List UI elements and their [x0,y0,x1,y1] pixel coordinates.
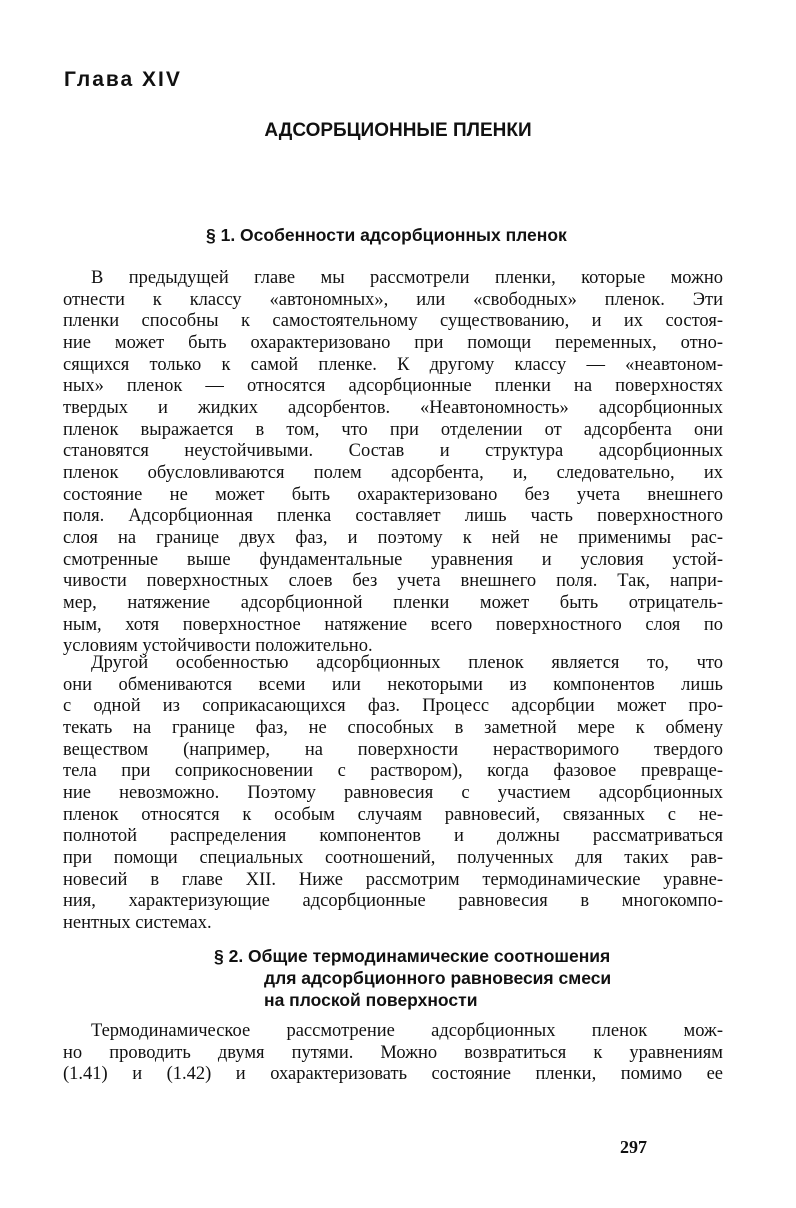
text-line: нентных системах. [63,912,212,933]
text-line: ния, характеризующие адсорбционные равновесия в многокомпо- [63,891,723,912]
text-line: В предыдущей главе мы рассмотрели пленки, которые можно [91,268,723,288]
text-line: полнотой распределения компонентов и должны рассматриваться [63,826,723,847]
text-line: сящихся только к самой пленке. К другому классу — «неавтоном- [63,354,723,375]
text-line: (1.41) и (1.42) и охарактеризовать состояние пленки, помимо ее [63,1064,723,1085]
section-2-heading-line: для адсорбционного равновесия смеси [264,968,612,988]
text-line: отнести к классу «автономных», или «свободных» пленок. Эти [63,289,723,310]
text-line: Термодинамическое рассмотрение адсорбционных пленок мож- [91,1021,723,1041]
text-line: условиям устойчивости положительно. [63,636,373,657]
text-line: смотренные выше фундаментальные уравнения и условия устой- [63,549,723,570]
text-line: слоя на границе двух фаз, и поэтому к ней не применимы рас- [63,527,723,548]
text-line: поля. Адсорбционная пленка составляет лишь часть поверхностного [63,506,723,527]
section-2-heading [214,945,611,1011]
chapter-number: Глава XIV [64,68,182,91]
text-line: тела при соприкосновении с раствором), когда фазовое превраще- [63,761,723,782]
chapter-title: АДСОРБЦИОННЫЕ ПЛЕНКИ [264,120,532,141]
section-1-heading: § 1. Особенности адсорбционных пленок [206,225,567,245]
text-line: текать на границе фаз, не способных в заметной мере к обмену [63,717,723,738]
text-line: пленок выражается в том, что при отделении от адсорбента они [63,419,723,440]
text-line: состояние не может быть охарактеризовано без учета внешнего [63,484,723,505]
paragraph-1 [63,268,723,658]
page-number: 297 [620,1137,647,1157]
text-line: новесий в главе XII. Ниже рассмотрим термодинамические уравне- [63,869,723,890]
text-line: твердых и жидких адсорбентов. «Неавтономность» адсорбционных [63,397,723,418]
text-line: ние невозможно. Поэтому равновесия с участием адсорбционных [63,782,723,803]
text-line: веществом (например, на поверхности нерастворимого твердого [63,739,723,760]
text-line: с одной из соприкасающихся фаз. Процесс адсорбции может про- [63,696,723,717]
text-line: пленки способны к самостоятельному существованию, и их состоя- [63,311,723,332]
text-line: становятся неустойчивыми. Состав и структура адсорбционных [63,441,723,462]
text-line: ние может быть охарактеризовано при помощи переменных, отно- [63,332,723,353]
text-line: ным, хотя поверхностное натяжение всего поверхностного слоя по [63,614,723,635]
text-line: мер, натяжение адсорбционной пленки может быть отрицатель- [63,592,723,613]
section-2-heading-line: на плоской поверхности [264,990,478,1010]
text-line: ных» пленок — относятся адсорбционные пленки на поверхностях [63,376,723,397]
paragraph-2 [63,653,723,935]
text-line: пленок обусловливаются полем адсорбента, и, следовательно, их [63,462,723,483]
text-line: Другой особенностью адсорбционных пленок является то, что [91,653,723,673]
text-line: чивости поверхностных слоев без учета внешнего поля. Так, напри- [63,571,723,592]
text-line: при помощи специальных соотношений, полученных для таких рав- [63,847,723,868]
section-2-heading-line: § 2. Общие термодинамические соотношения [214,946,611,966]
text-line: пленок относятся к особым случаям равновесий, связанных с не- [63,804,723,825]
text-line: они обмениваются всеми или некоторыми из компонентов лишь [63,674,723,695]
paragraph-3 [63,1021,723,1086]
text-line: но проводить двумя путями. Можно возвратиться к уравнениям [63,1042,723,1063]
